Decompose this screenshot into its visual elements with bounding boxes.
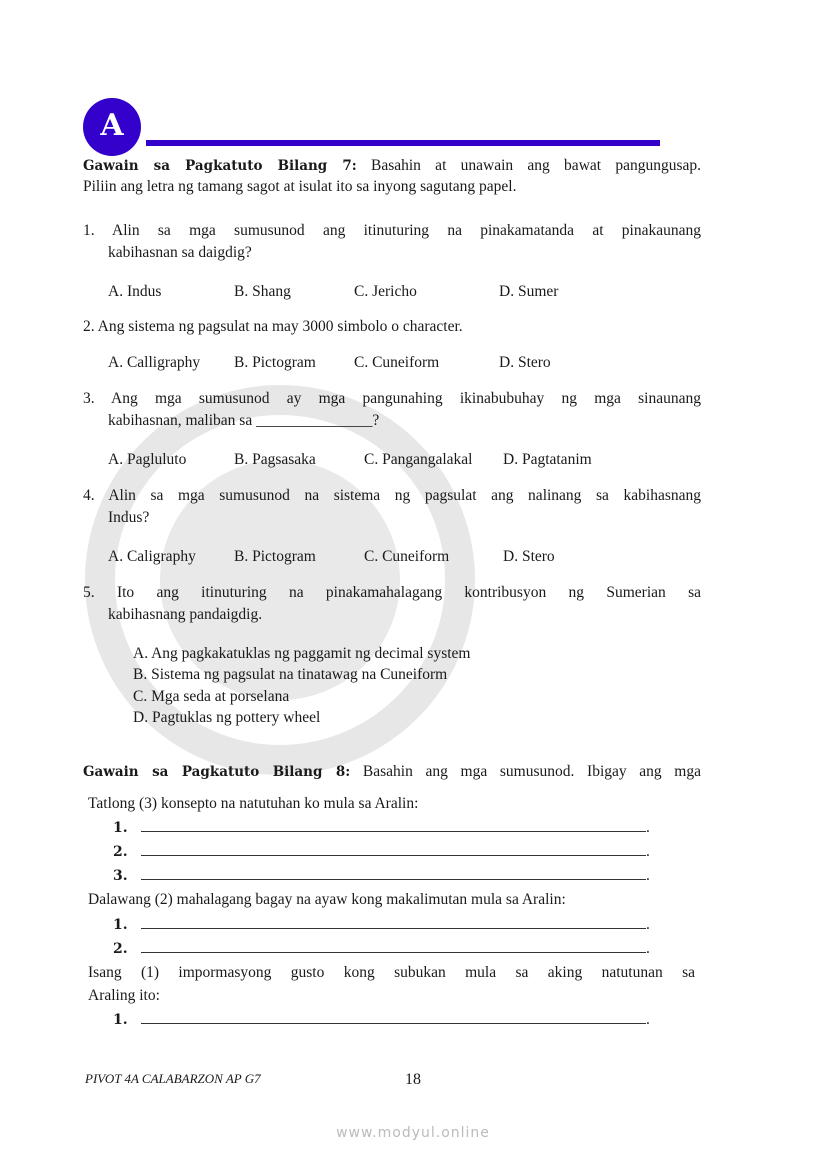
answer-line[interactable]	[141, 1011, 646, 1024]
end-mark: .	[646, 819, 650, 836]
end-mark: .	[646, 916, 650, 933]
question-5-cont: kabihasnang pandaigdig.	[108, 606, 263, 623]
section-badge: A	[83, 98, 141, 156]
question-1: 1. Alin sa mga sumusunod ang itinuturing na pinakamatanda at pinakaunang	[83, 222, 701, 239]
q4-option-a[interactable]: A. Caligraphy	[108, 548, 196, 565]
q5-option-b[interactable]: B. Sistema ng pagsulat na tinatawag na Cuneiform	[133, 666, 448, 683]
item-number: 2.	[113, 941, 128, 957]
item-number: 3.	[113, 868, 128, 884]
end-mark: .	[646, 843, 650, 860]
activity7-instruction	[83, 156, 701, 176]
q2-option-b[interactable]: B. Pictogram	[234, 354, 316, 371]
end-mark: .	[646, 867, 650, 884]
activity7-text: Basahin at unawain ang bawat pangungusap.	[370, 157, 701, 174]
question-4: 4. Alin sa mga sumusunod na sistema ng pagsulat ang nalinang sa kabihasnang	[83, 487, 701, 504]
group-3-prompt-cont: Araling ito:	[88, 987, 160, 1004]
item-number: 1.	[113, 820, 128, 836]
q1-option-a[interactable]: A. Indus	[108, 283, 162, 300]
item-number: 2.	[113, 844, 128, 860]
q1-option-c[interactable]: C. Jericho	[354, 283, 417, 300]
q3-option-b[interactable]: B. Pagsasaka	[234, 451, 316, 468]
answer-line[interactable]	[141, 819, 646, 832]
q2-option-c[interactable]: C. Cuneiform	[354, 354, 440, 371]
answer-line[interactable]	[141, 916, 646, 929]
group-1-prompt: Tatlong (3) konsepto na natutuhan ko mula sa Aralin:	[88, 795, 419, 812]
section-divider	[146, 140, 660, 146]
q4-option-c[interactable]: C. Cuneiform	[364, 548, 450, 565]
question-3: 3. Ang mga sumusunod ay mga pangunahing ikinabubuhay ng mga sinaunang	[83, 390, 701, 407]
q4-option-b[interactable]: B. Pictogram	[234, 548, 316, 565]
q3-option-c[interactable]: C. Pangangalakal	[364, 451, 473, 468]
question-3-cont: kabihasnan, maliban sa _______________?	[108, 412, 380, 429]
answer-line[interactable]	[141, 867, 646, 880]
q3-option-d[interactable]: D. Pagtatanim	[503, 451, 592, 468]
q3-option-a[interactable]: A. Pagluluto	[108, 451, 187, 468]
page-number: 18	[405, 1071, 421, 1088]
activity7-text-line2: Piliin ang letra ng tamang sagot at isulat ito sa inyong sagutang papel.	[83, 178, 517, 195]
question-5: 5. Ito ang itinuturing na pinakamahalagang kontribusyon ng Sumerian sa	[83, 584, 701, 601]
group-2-prompt: Dalawang (2) mahalagang bagay na ayaw kong makalimutan mula sa Aralin:	[88, 891, 566, 908]
group-1-answer-3[interactable]	[113, 866, 650, 886]
q4-option-d[interactable]: D. Stero	[503, 548, 555, 565]
question-1-cont: kabihasnan sa daigdig?	[108, 244, 252, 261]
q2-option-d[interactable]: D. Stero	[499, 354, 551, 371]
group-2-answer-1[interactable]	[113, 915, 650, 935]
activity8-label: Gawain sa Pagkatuto Bilang 8:	[83, 764, 351, 780]
site-watermark: www.modyul.online	[336, 1125, 490, 1141]
end-mark: .	[646, 1011, 650, 1028]
group-3-prompt: Isang (1) impormasyong gusto kong subukan mula sa aking natutunan sa	[88, 964, 695, 981]
answer-line[interactable]	[141, 843, 646, 856]
answer-line[interactable]	[141, 940, 646, 953]
q5-option-a[interactable]: A. Ang pagkakatuklas ng paggamit ng decimal system	[133, 645, 471, 662]
item-number: 1.	[113, 1012, 128, 1028]
q5-option-d[interactable]: D. Pagtuklas ng pottery wheel	[133, 709, 321, 726]
question-2: 2. Ang sistema ng pagsulat na may 3000 simbolo o character.	[83, 318, 463, 335]
group-1-answer-2[interactable]	[113, 842, 650, 862]
activity8-instruction	[83, 762, 701, 782]
group-3-answer-1[interactable]	[113, 1010, 650, 1030]
q2-option-a[interactable]: A. Calligraphy	[108, 354, 201, 371]
item-number: 1.	[113, 917, 128, 933]
activity8-text: Basahin ang mga sumusunod. Ibigay ang mga	[362, 763, 701, 780]
end-mark: .	[646, 940, 650, 957]
group-2-answer-2[interactable]	[113, 939, 650, 959]
q1-option-d[interactable]: D. Sumer	[499, 283, 559, 300]
footer-text: PIVOT 4A CALABARZON AP G7	[85, 1071, 261, 1086]
group-1-answer-1[interactable]	[113, 818, 650, 838]
q1-option-b[interactable]: B. Shang	[234, 283, 291, 300]
question-4-cont: Indus?	[108, 509, 150, 526]
q5-option-c[interactable]: C. Mga seda at porselana	[133, 688, 290, 705]
activity7-label: Gawain sa Pagkatuto Bilang 7:	[83, 158, 357, 174]
